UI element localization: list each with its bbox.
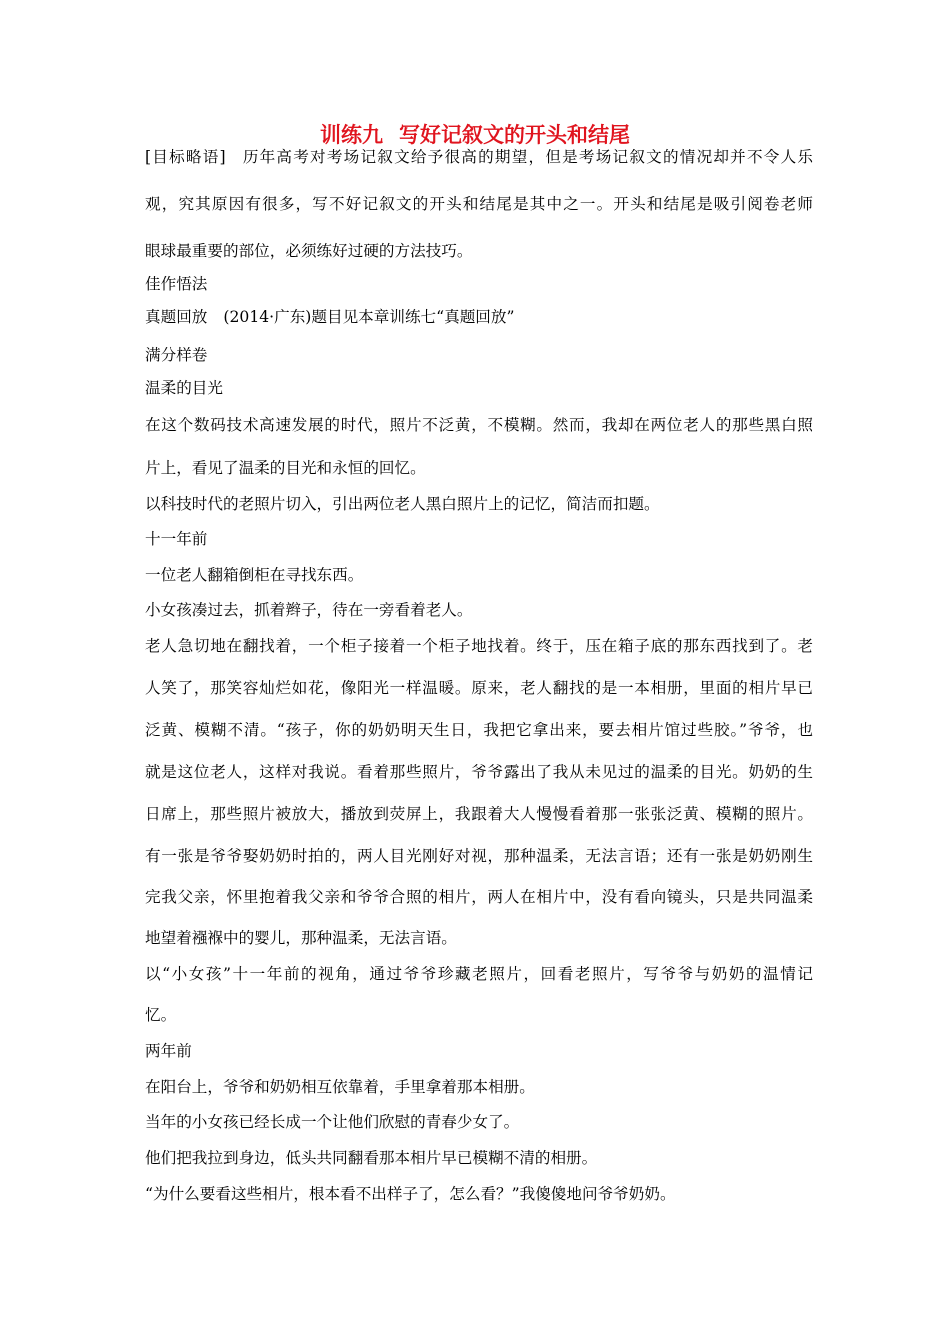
comment-line: 忆。: [145, 1006, 177, 1024]
time-heading: 两年前: [145, 1042, 192, 1060]
paragraph-line: 老人急切地在翻找着，一个柜子接着一个柜子地找着。终于，压在箱子底的那东西找到了。老: [145, 637, 813, 655]
intro-label: [目标略语]: [145, 148, 226, 166]
intro-line-3: 眼球最重要的部位，必须练好过硬的方法技巧。: [145, 242, 473, 260]
paragraph-line: 他们把我拉到身边，低头共同翻看那本相片早已模糊不清的相册。: [145, 1149, 598, 1167]
paragraph-line: 一位老人翻箱倒柜在寻找东西。: [145, 566, 364, 584]
sample-label: 满分样卷: [145, 346, 208, 364]
real-question-text: (2014·广东)题目见本章训练七“真题回放”: [223, 308, 515, 326]
real-question-label: 真题回放: [145, 308, 208, 326]
paragraph-line: 有一张是爷爷娶奶奶时拍的，两人目光刚好对视，那种温柔，无法言语；还有一张是奶奶刚生: [145, 847, 813, 865]
paragraph-line: 就是这位老人，这样对我说。看着那些照片，爷爷露出了我从未见过的温柔的目光。奶奶的生: [145, 763, 813, 781]
paragraph-line: “为什么要看这些相片，根本看不出样子了，怎么看？”我傻傻地问爷爷奶奶。: [145, 1185, 676, 1203]
paragraph-line: 小女孩凑过去，抓着辫子，待在一旁看着老人。: [145, 601, 473, 619]
comment-line: 以科技时代的老照片切入，引出两位老人黑白照片上的记忆，简洁而扣题。: [145, 495, 660, 513]
paragraph-line: 片上，看见了温柔的目光和永恒的回忆。: [145, 459, 426, 477]
paragraph-line: 完我父亲，怀里抱着我父亲和爷爷合照的相片，两人在相片中，没有看向镜头，只是共同温柔: [145, 888, 813, 906]
paragraph-line: 地望着襁褓中的婴儿，那种温柔，无法言语。: [145, 929, 457, 947]
essay-title: 温柔的目光: [145, 379, 223, 397]
paragraph-line: 人笑了，那笑容灿烂如花，像阳光一样温暖。原来，老人翻找的是一本相册，里面的相片早已: [145, 679, 813, 697]
intro-line-1: [目标略语] 历年高考对考场记叙文给予很高的期望，但是考场记叙文的情况却并不令人乐: [145, 148, 813, 166]
paragraph-line: 日席上，那些照片被放大，播放到荧屏上，我跟着大人慢慢看着那一张张泛黄、模糊的照片。: [145, 805, 813, 823]
section-heading: 佳作悟法: [145, 275, 208, 293]
real-question-line: [145, 306, 514, 328]
paragraph-line: 在这个数码技术高速发展的时代，照片不泛黄，不模糊。然而，我却在两位老人的那些黑白照: [145, 416, 813, 434]
paragraph-line: 当年的小女孩已经长成一个让他们欣慰的青春少女了。: [145, 1113, 520, 1131]
title-part-2: 写好记叙文的开头和结尾: [399, 122, 630, 147]
paragraph-line: 在阳台上，爷爷和奶奶相互依靠着，手里拿着那本相册。: [145, 1078, 535, 1096]
paragraph-line: 泛黄、模糊不清。“孩子，你的奶奶明天生日，我把它拿出来，要去相片馆过些胶。”爷爷，也: [145, 721, 813, 739]
intro-line-2: 观，究其原因有很多，写不好记叙文的开头和结尾是其中之一。开头和结尾是吸引阅卷老师: [145, 195, 813, 213]
title-part-1: 训练九: [320, 122, 383, 147]
comment-line: 以“小女孩”十一年前的视角，通过爷爷珍藏老照片，回看老照片，写爷爷与奶奶的温情记: [145, 965, 813, 983]
time-heading: 十一年前: [145, 530, 208, 548]
